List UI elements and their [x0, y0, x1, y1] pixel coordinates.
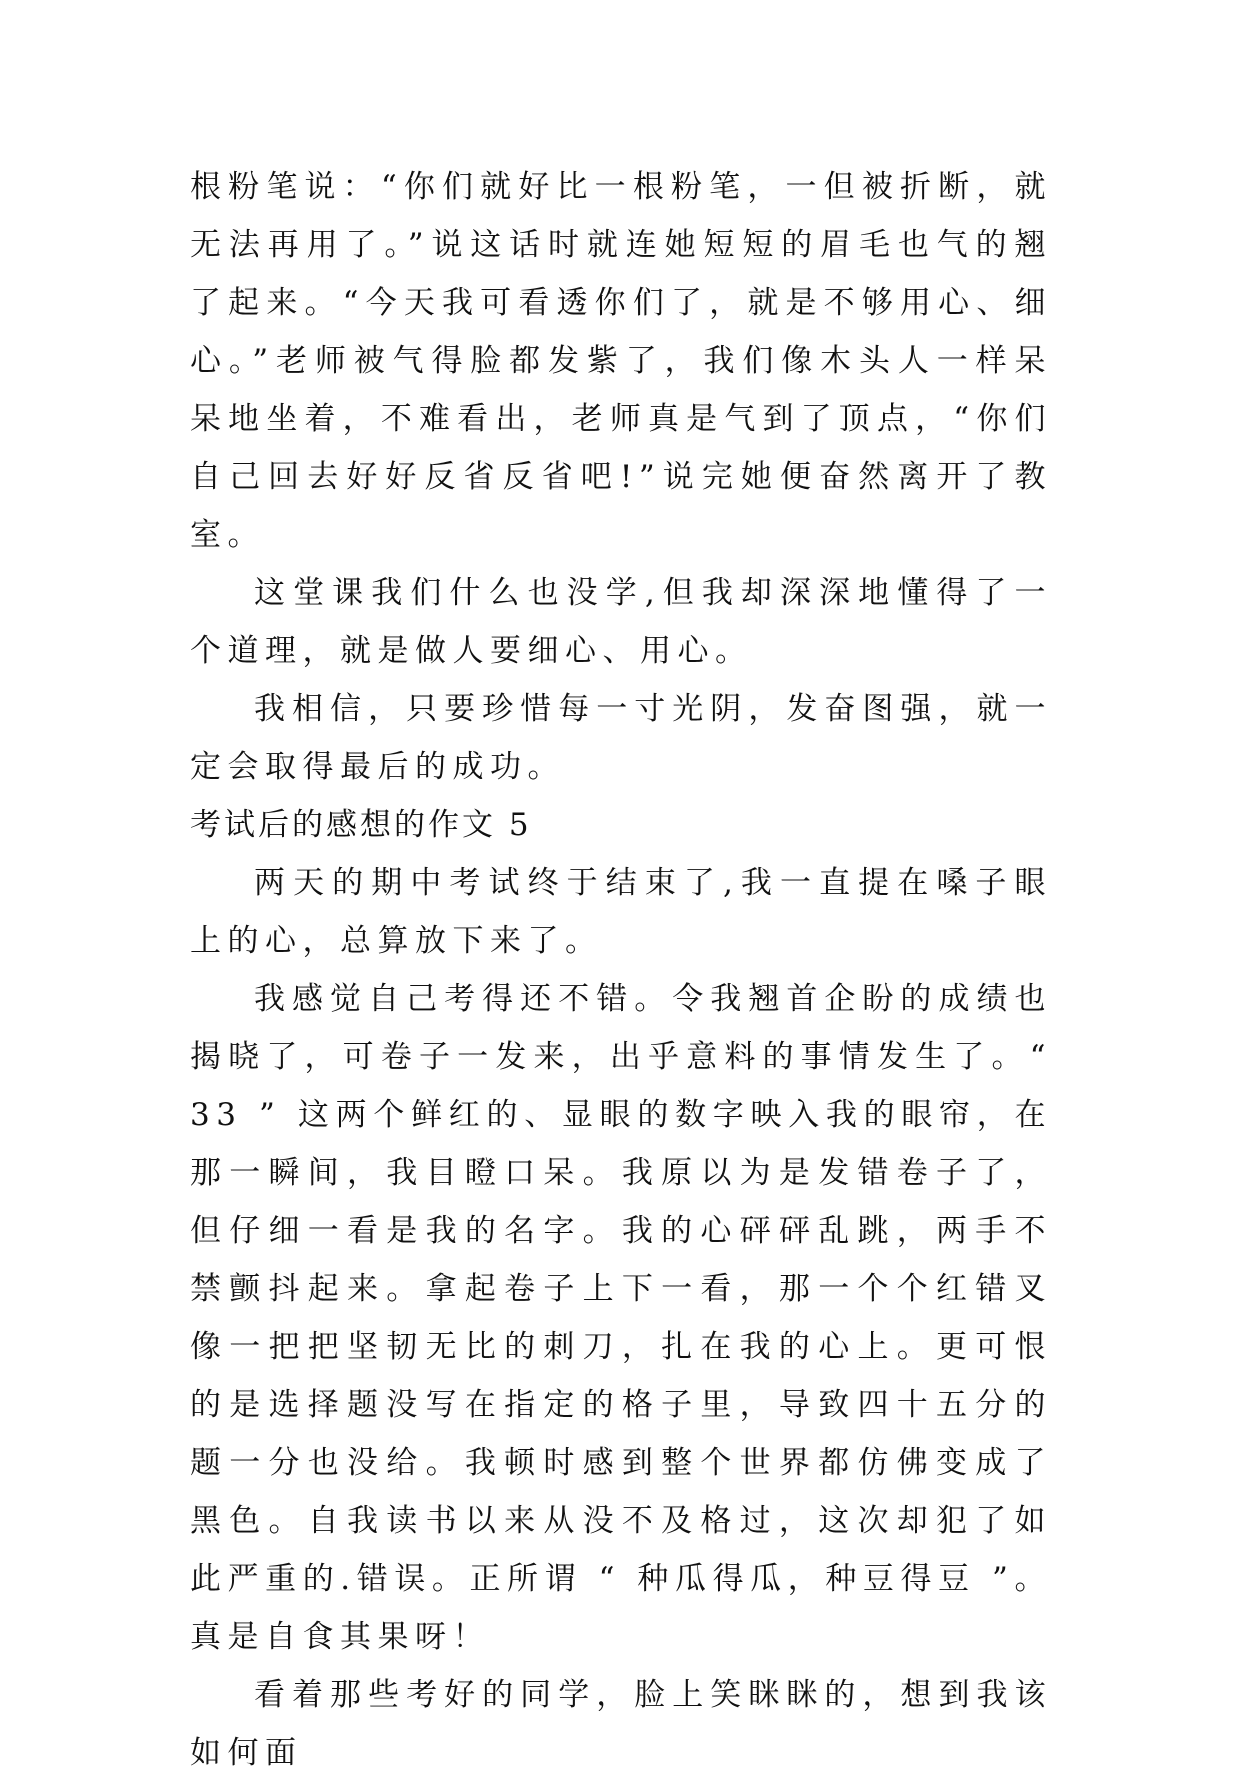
paragraph-2: 这堂课我们什么也没学,但我却深深地懂得了一个道理，就是做人要细心、用心。	[190, 575, 1052, 669]
paragraph-6: 看着那些考好的同学，脸上笑眯眯的，想到我该如何面	[190, 1677, 1052, 1771]
paragraph-4: 两天的期中考试终于结束了,我一直提在嗓子眼上的心，总算放下来了。	[190, 865, 1052, 959]
paragraph-3: 我相信，只要珍惜每一寸光阴，发奋图强，就一定会取得最后的成功。	[190, 691, 1052, 785]
paragraph-5: 我感觉自己考得还不错。令我翘首企盼的成绩也揭晓了，可卷子一发来，出乎意料的事情发生了。“ 33 ” 这两个鲜红的、显眼的数字映入我的眼帘，在那一瞬间，我目瞪口呆。我原以为是发错卷子了，但仔细一看是我的名字。我的心砰砰乱跳，两手不禁颤抖起来。拿起卷子上下一看，那一个个红错叉像一把把坚韧无比的刺刀，扎在我的心上。更可恨的是选择题没写在指定的格子里，导致四十五分的题一分也没给。我顿时感到整个世界都仿佛变成了黑色。自我读书以来从没不及格过，这次却犯了如此严重的.错误。正所谓 “ 种瓜得瓜，种豆得豆 ”。真是自食其果呀！	[190, 981, 1052, 1655]
document-body	[190, 158, 1052, 1782]
paragraph-1: 根粉笔说：“你们就好比一根粉笔，一但被折断，就无法再用了。”说这话时就连她短短的眉毛也气的翘了起来。“今天我可看透你们了，就是不够用心、细心。”老师被气得脸都发紫了，我们像木头人一样呆呆地坐着，不难看出，老师真是气到了顶点，“你们自己回去好好反省反省吧!”说完她便奋然离开了教室。	[190, 169, 1052, 553]
section-heading: 考试后的感想的作文 5	[190, 807, 532, 843]
